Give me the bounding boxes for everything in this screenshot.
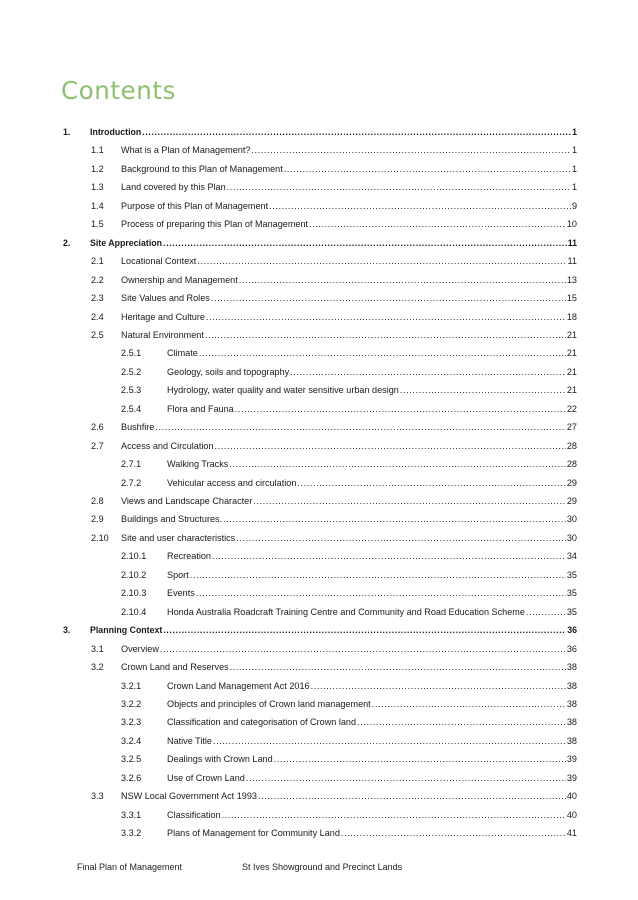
toc-entry[interactable] bbox=[0, 200, 638, 214]
toc-entry-number: 1.2 bbox=[91, 163, 104, 174]
toc-leader-dots bbox=[309, 219, 566, 230]
toc-leader-dots bbox=[253, 496, 566, 507]
toc-leader-dots bbox=[284, 164, 571, 175]
toc-entry[interactable] bbox=[0, 587, 638, 601]
toc-entry-title[interactable]: Crown Land and Reserves bbox=[121, 662, 229, 673]
toc-leader-dots bbox=[155, 422, 566, 433]
toc-entry[interactable] bbox=[0, 513, 638, 527]
toc-entry[interactable] bbox=[0, 421, 638, 435]
toc-entry[interactable] bbox=[0, 163, 638, 177]
toc-entry-title[interactable]: NSW Local Government Act 1993 bbox=[121, 791, 257, 802]
toc-entry-page: 38 bbox=[566, 680, 577, 691]
toc-leader-dots bbox=[222, 810, 566, 821]
toc-entry-page: 28 bbox=[566, 440, 577, 451]
toc-entry-title[interactable]: Ownership and Management bbox=[121, 274, 238, 285]
toc-entry-number: 3. bbox=[63, 625, 71, 636]
toc-entry[interactable] bbox=[0, 458, 638, 472]
footer-left: Final Plan of Management bbox=[77, 862, 183, 872]
toc-leader-dots bbox=[227, 182, 571, 193]
toc-leader-dots bbox=[297, 478, 565, 489]
toc-entry-title[interactable]: Introduction bbox=[90, 127, 142, 137]
toc-entry-page: 41 bbox=[566, 828, 577, 839]
toc-entry-number: 2.10.4 bbox=[121, 606, 147, 617]
toc-entry[interactable] bbox=[0, 661, 638, 675]
toc-leader-dots bbox=[211, 293, 566, 304]
toc-leader-dots bbox=[206, 312, 566, 323]
toc-leader-dots bbox=[235, 404, 566, 415]
toc-entry-page: 22 bbox=[566, 403, 577, 414]
toc-leader-dots bbox=[197, 256, 566, 267]
toc-entry[interactable] bbox=[0, 495, 638, 509]
toc-entry-page: 13 bbox=[566, 274, 577, 285]
toc-entry-number: 2.5 bbox=[91, 329, 104, 340]
toc-entry[interactable] bbox=[0, 237, 638, 251]
toc-entry-title[interactable]: Vehicular access and circulation bbox=[167, 477, 297, 488]
toc-entry-title[interactable]: Planning Context bbox=[90, 625, 163, 636]
toc-entry-number: 3.2.4 bbox=[121, 735, 142, 746]
toc-entry-number: 2.6 bbox=[91, 422, 104, 433]
toc-leader-dots bbox=[269, 201, 571, 212]
toc-leader-dots bbox=[212, 551, 566, 562]
toc-entry-title[interactable]: Events bbox=[167, 588, 195, 599]
toc-entry-title[interactable]: Site Values and Roles bbox=[121, 293, 210, 304]
toc-entry[interactable] bbox=[0, 698, 638, 712]
toc-entry-title[interactable]: Geology, soils and topography bbox=[167, 366, 290, 377]
toc-entry-page: 38 bbox=[566, 698, 577, 709]
toc-entry-number: 3.3 bbox=[91, 791, 104, 802]
toc-leader-dots bbox=[213, 736, 566, 747]
toc-entry-title[interactable]: Objects and principles of Crown land management bbox=[167, 698, 371, 709]
toc-entry-title[interactable]: Classification bbox=[167, 809, 221, 820]
toc-entry-number: 3.2.5 bbox=[121, 754, 142, 765]
toc-entry[interactable] bbox=[0, 809, 638, 823]
toc-entry-page: 11 bbox=[567, 237, 577, 248]
toc-leader-dots bbox=[163, 238, 567, 249]
toc-entry-page: 21 bbox=[566, 329, 577, 340]
toc-entry-page: 35 bbox=[566, 588, 577, 599]
toc-entry-page: 29 bbox=[566, 496, 577, 506]
toc-entry-number: 2.10 bbox=[91, 532, 109, 543]
toc-entry-page: 18 bbox=[566, 311, 577, 322]
toc-entry[interactable] bbox=[0, 680, 638, 694]
toc-entry-number: 3.2.6 bbox=[121, 772, 142, 783]
toc-entry-number: 3.2.3 bbox=[121, 717, 142, 728]
toc-entry-number: 2.5.4 bbox=[121, 403, 142, 414]
toc-entry-page: 28 bbox=[566, 459, 577, 470]
toc-entry-number: 1. bbox=[63, 127, 71, 137]
toc-entry[interactable] bbox=[0, 477, 638, 491]
toc-entry-number: 1.1 bbox=[91, 145, 104, 156]
toc-leader-dots bbox=[163, 625, 566, 636]
toc-entry-title[interactable]: Buildings and Structures. bbox=[121, 514, 223, 525]
toc-entry[interactable] bbox=[0, 126, 638, 140]
toc-entry-title[interactable]: Site and user characteristics bbox=[121, 532, 236, 543]
toc-entry-title[interactable]: What is a Plan of Management? bbox=[121, 145, 251, 156]
toc-entry-page: 30 bbox=[566, 514, 577, 525]
toc-entry-page: 27 bbox=[566, 422, 577, 433]
toc-leader-dots bbox=[223, 514, 566, 525]
toc-entry[interactable] bbox=[0, 384, 638, 398]
toc-entry-title[interactable]: Locational Context bbox=[121, 256, 197, 267]
toc-entry[interactable] bbox=[0, 218, 638, 232]
toc-entry-number: 2. bbox=[63, 237, 71, 248]
toc-leader-dots bbox=[246, 773, 566, 784]
toc-entry-number: 2.8 bbox=[91, 496, 104, 506]
toc-entry-page: 9 bbox=[571, 200, 577, 211]
toc-entry-page: 1 bbox=[571, 145, 577, 156]
toc-entry-number: 2.5.3 bbox=[121, 385, 142, 396]
toc-leader-dots bbox=[199, 348, 566, 359]
toc-entry-title[interactable]: Recreation bbox=[167, 551, 211, 562]
toc-entry[interactable] bbox=[0, 772, 638, 786]
toc-entry-page: 35 bbox=[566, 569, 577, 580]
toc-entry-number: 2.7 bbox=[91, 440, 104, 451]
toc-entry-page: 39 bbox=[566, 772, 577, 783]
toc-entry-title[interactable]: Background to this Plan of Management bbox=[121, 163, 283, 174]
toc-entry[interactable] bbox=[0, 329, 638, 343]
toc-entry-page: 21 bbox=[566, 366, 577, 377]
toc-entry-number: 2.3 bbox=[91, 293, 104, 304]
toc-entry-number: 3.1 bbox=[91, 643, 104, 654]
toc-leader-dots bbox=[311, 681, 566, 692]
toc-entry-page: 21 bbox=[566, 348, 577, 359]
toc-entry[interactable] bbox=[0, 827, 638, 841]
toc-leader-dots bbox=[239, 275, 566, 286]
toc-entry-page: 35 bbox=[566, 606, 577, 617]
toc-entry[interactable] bbox=[0, 440, 638, 454]
toc-entry-title[interactable]: Heritage and Culture bbox=[121, 311, 205, 322]
toc-leader-dots bbox=[372, 699, 566, 710]
toc-leader-dots bbox=[400, 385, 566, 396]
toc-entry-title[interactable]: Purpose of this Plan of Management bbox=[121, 200, 269, 211]
toc-leader-dots bbox=[230, 662, 566, 673]
toc-entry[interactable] bbox=[0, 144, 638, 158]
toc-entry-number: 2.10.2 bbox=[121, 569, 147, 580]
toc-entry-page: 36 bbox=[566, 643, 577, 654]
toc-leader-dots bbox=[229, 459, 566, 470]
toc-entry-title[interactable]: Honda Australia Roadcraft Training Centre and Community and Road Education Scheme bbox=[167, 606, 525, 617]
toc-entry[interactable] bbox=[0, 606, 638, 620]
toc-entry-title[interactable]: Classification and categorisation of Crown land bbox=[167, 717, 357, 728]
toc-entry[interactable] bbox=[0, 550, 638, 564]
toc-entry-title[interactable]: Use of Crown Land bbox=[167, 772, 245, 783]
toc-entry-page: 15 bbox=[566, 293, 577, 304]
toc-entry-title[interactable]: Climate bbox=[167, 348, 198, 359]
toc-entry-number: 2.10.1 bbox=[121, 551, 147, 562]
toc-entry-title[interactable]: Hydrology, water quality and water sensitive urban design bbox=[167, 385, 399, 396]
toc-leader-dots bbox=[205, 330, 566, 341]
footer-center: St Ives Showground and Precinct Lands bbox=[242, 862, 403, 872]
toc-entry-page: 34 bbox=[566, 551, 577, 562]
toc-entry-number: 3.3.1 bbox=[121, 809, 142, 820]
toc-entry[interactable] bbox=[0, 624, 638, 638]
toc-entry-title[interactable]: Walking Tracks bbox=[167, 459, 229, 470]
toc-entry-page: 1 bbox=[571, 163, 577, 174]
toc-entry-number: 2.10.3 bbox=[121, 588, 147, 599]
toc-entry-number: 3.3.2 bbox=[121, 828, 142, 839]
toc-leader-dots bbox=[274, 754, 566, 765]
toc-entry-page: 1 bbox=[571, 182, 577, 193]
toc-leader-dots bbox=[215, 441, 566, 452]
toc-entry[interactable] bbox=[0, 255, 638, 269]
toc-entry-title[interactable]: Dealings with Crown Land bbox=[167, 754, 273, 765]
toc-entry-number: 1.3 bbox=[91, 182, 104, 193]
toc-entry-page: 40 bbox=[566, 809, 577, 820]
page-title: Contents bbox=[61, 76, 177, 105]
toc-entry[interactable] bbox=[0, 790, 638, 804]
toc-entry-title[interactable]: Plans of Management for Community Land bbox=[167, 828, 340, 839]
toc-entry-number: 1.4 bbox=[91, 200, 104, 211]
toc-leader-dots bbox=[236, 533, 566, 544]
toc-entry[interactable] bbox=[0, 735, 638, 749]
toc-leader-dots bbox=[290, 367, 566, 378]
toc-entry-page: 21 bbox=[566, 385, 577, 396]
toc-entry-title[interactable]: Crown Land Management Act 2016 bbox=[167, 680, 310, 691]
toc-entry[interactable] bbox=[0, 716, 638, 730]
toc-entry-page: 36 bbox=[567, 625, 577, 636]
toc-entry-page: 38 bbox=[566, 717, 577, 728]
toc-entry-number: 2.4 bbox=[91, 311, 104, 322]
toc-entry-title[interactable]: Land covered by this Plan bbox=[121, 182, 226, 193]
toc-entry[interactable] bbox=[0, 403, 638, 417]
toc-entry[interactable] bbox=[0, 292, 638, 306]
toc-entry-number: 2.7.1 bbox=[121, 459, 142, 470]
toc-entry-number: 2.9 bbox=[91, 514, 104, 525]
toc-leader-dots bbox=[341, 828, 566, 839]
toc-leader-dots bbox=[190, 570, 566, 581]
toc-entry-page: 1 bbox=[572, 127, 577, 137]
toc-leader-dots bbox=[160, 644, 566, 655]
toc-entry-number: 2.5.2 bbox=[121, 366, 142, 377]
toc-entry-title[interactable]: Sport bbox=[167, 569, 189, 580]
toc-entry-title[interactable]: Views and Landscape Character bbox=[121, 496, 253, 506]
toc-entry-title[interactable]: Native Title bbox=[167, 735, 212, 746]
toc-entry-page: 11 bbox=[567, 256, 577, 267]
toc-entry-title[interactable]: Bushfire bbox=[121, 422, 155, 433]
toc-entry-page: 38 bbox=[566, 662, 577, 673]
toc-entry[interactable] bbox=[0, 569, 638, 583]
toc-leader-dots bbox=[142, 127, 571, 138]
toc-entry[interactable] bbox=[0, 181, 638, 195]
toc-entry-number: 2.2 bbox=[91, 274, 104, 285]
toc-entry-page: 29 bbox=[566, 477, 577, 488]
toc-entry[interactable] bbox=[0, 532, 638, 546]
toc-entry-number: 2.1 bbox=[91, 256, 104, 267]
toc-entry-number: 2.7.2 bbox=[121, 477, 142, 488]
toc-entry-number: 3.2 bbox=[91, 662, 104, 673]
toc-leader-dots bbox=[357, 717, 566, 728]
toc-entry-page: 38 bbox=[566, 735, 577, 746]
toc-entry-number: 2.5.1 bbox=[121, 348, 142, 359]
toc-entry-number: 1.5 bbox=[91, 219, 104, 230]
toc-entry-number: 3.2.1 bbox=[121, 680, 142, 691]
toc-entry-number: 3.2.2 bbox=[121, 698, 142, 709]
toc-leader-dots bbox=[196, 588, 566, 599]
toc-entry[interactable] bbox=[0, 753, 638, 767]
toc-leader-dots bbox=[251, 145, 571, 156]
toc-entry[interactable] bbox=[0, 274, 638, 288]
toc-entry[interactable] bbox=[0, 347, 638, 361]
toc-entry[interactable] bbox=[0, 311, 638, 325]
toc-entry[interactable] bbox=[0, 643, 638, 657]
toc-entry-title[interactable]: Process of preparing this Plan of Management bbox=[121, 219, 309, 230]
toc-entry-page: 30 bbox=[566, 532, 577, 543]
toc-leader-dots bbox=[258, 791, 566, 802]
toc-entry-page: 39 bbox=[566, 754, 577, 765]
toc-entry-title[interactable]: Natural Environment bbox=[121, 329, 204, 340]
toc-entry[interactable] bbox=[0, 366, 638, 380]
toc-entry-title[interactable]: Site Appreciation bbox=[90, 237, 163, 248]
toc-entry-page: 10 bbox=[566, 219, 577, 230]
toc-leader-dots bbox=[526, 607, 566, 618]
toc-entry-title[interactable]: Overview bbox=[121, 643, 159, 654]
toc-entry-title[interactable]: Flora and Fauna bbox=[167, 403, 234, 414]
toc-entry-title[interactable]: Access and Circulation bbox=[121, 440, 214, 451]
toc-entry-page: 40 bbox=[566, 791, 577, 802]
